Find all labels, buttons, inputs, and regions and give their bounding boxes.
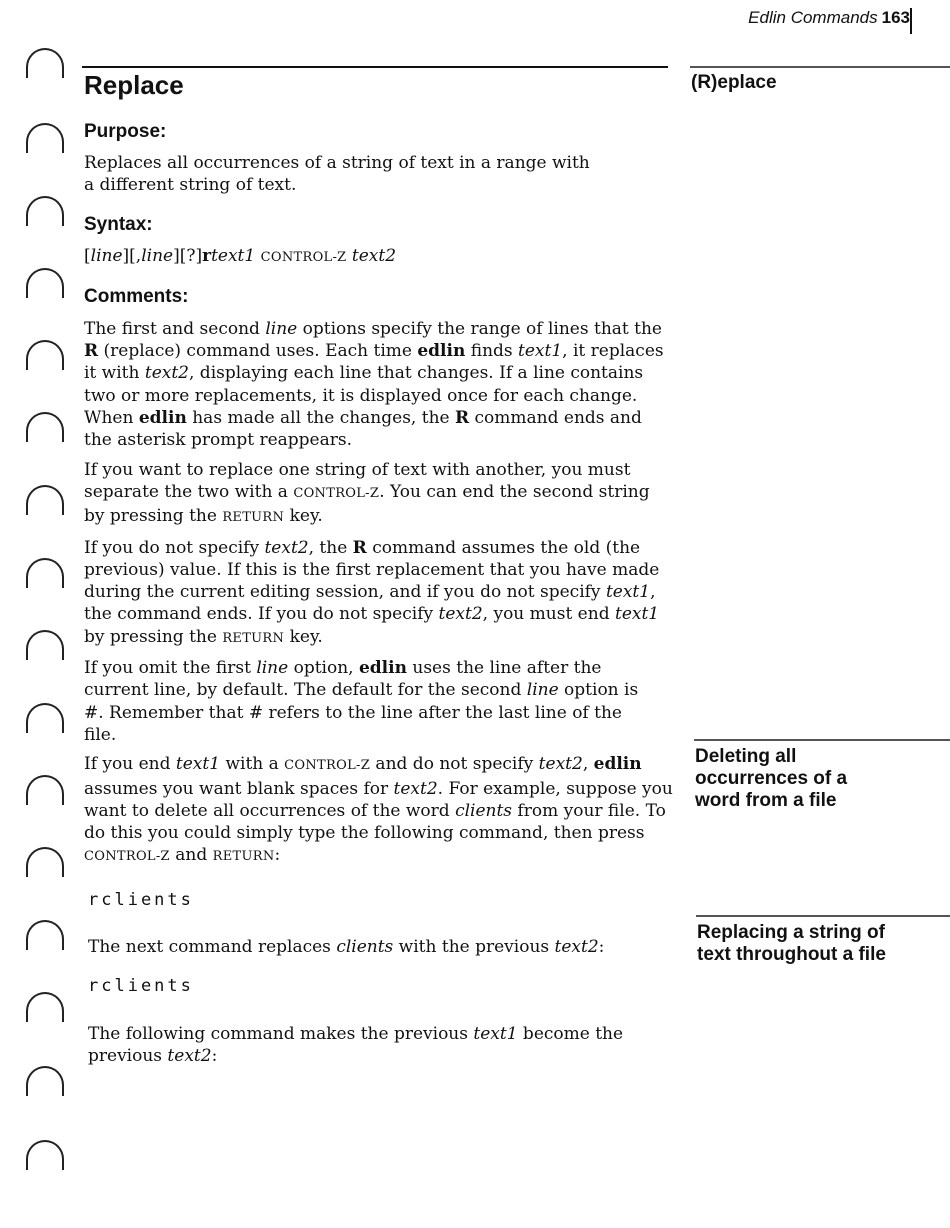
sidebar-rule: [696, 915, 950, 917]
syntax-heading: Syntax:: [84, 213, 153, 235]
comments-paragraph: If you omit the first line option, edlin uses the line after the current line, by default. The default for the second line option is #. Remember that # refers to the line after the last line of the file.: [84, 658, 639, 745]
binder-hole: [26, 1140, 64, 1170]
binder-hole: [26, 992, 64, 1022]
sidebar-heading-replace: (R)eplace: [691, 72, 777, 93]
binder-hole: [26, 920, 64, 950]
comments-paragraph: If you end text1 with a CONTROL-Z and do not specify text2, edlin assumes you want blank spaces for text2. For example, suppose you want to delete all occurrences of the word clients from your file. To do this you could simply type the following command, then press CONTROL-Z and RETURN:: [84, 754, 673, 866]
header-rule: [910, 8, 912, 34]
binder-hole: [26, 48, 64, 78]
running-title: Edlin Commands: [748, 8, 878, 27]
code-example: rclients: [88, 976, 194, 997]
binder-hole: [26, 847, 64, 877]
comments-paragraph: The following command makes the previous text1 become the previous text2:: [88, 1023, 624, 1066]
sidebar-rule: [690, 66, 950, 68]
binder-hole: [26, 630, 64, 660]
purpose-text: Replaces all occurrences of a string of text in a range with a different string of text.: [84, 153, 590, 196]
binder-hole: [26, 340, 64, 370]
binder-hole: [26, 485, 64, 515]
binder-hole: [26, 775, 64, 805]
sidebar-heading-replacing: Replacing a string of text throughout a file: [697, 922, 886, 965]
main-content: [84, 66, 674, 1067]
binder-hole: [26, 196, 64, 226]
binder-hole: [26, 558, 64, 588]
syntax-line: [line][,line][?]rtext1 CONTROL-Z text2: [84, 245, 397, 266]
page-title: Replace: [84, 70, 184, 100]
sidebar-heading-deleting: Deleting all occurrences of a word from a file: [695, 746, 848, 811]
comments-paragraph: If you want to replace one string of text with another, you must separate the two with a CONTROL-Z. You can end the second string by pressing the RETURN key.: [84, 459, 650, 527]
sidebar-rule: [694, 739, 950, 741]
binder-hole: [26, 1066, 64, 1096]
comments-paragraph: The next command replaces clients with the previous text2:: [88, 937, 605, 958]
binder-hole: [26, 412, 64, 442]
binder-hole: [26, 703, 64, 733]
comments-paragraph: The first and second line options specify the range of lines that the R (replace) command uses. Each time edlin finds text1, it replaces it with text2, displaying each line that changes. If a line contains two or more replacements, it is displayed once for each change. When edlin has made all the changes, the R command ends and the asterisk prompt reappears.: [84, 318, 664, 451]
comments-heading: Comments:: [84, 285, 189, 307]
purpose-heading: Purpose:: [84, 121, 167, 142]
running-header: [748, 8, 910, 28]
binder-hole: [26, 268, 64, 298]
code-example: rclients: [88, 889, 194, 910]
binder-hole: [26, 123, 64, 153]
comments-paragraph: If you do not specify text2, the R command assumes the old (the previous) value. If this is the first replacement that you have made during the current editing session, and if you do not specify text1, the command ends. If you do not specify text2, you must end text1 by pressing the RETURN key.: [84, 537, 660, 647]
page-number: 163: [881, 8, 910, 27]
